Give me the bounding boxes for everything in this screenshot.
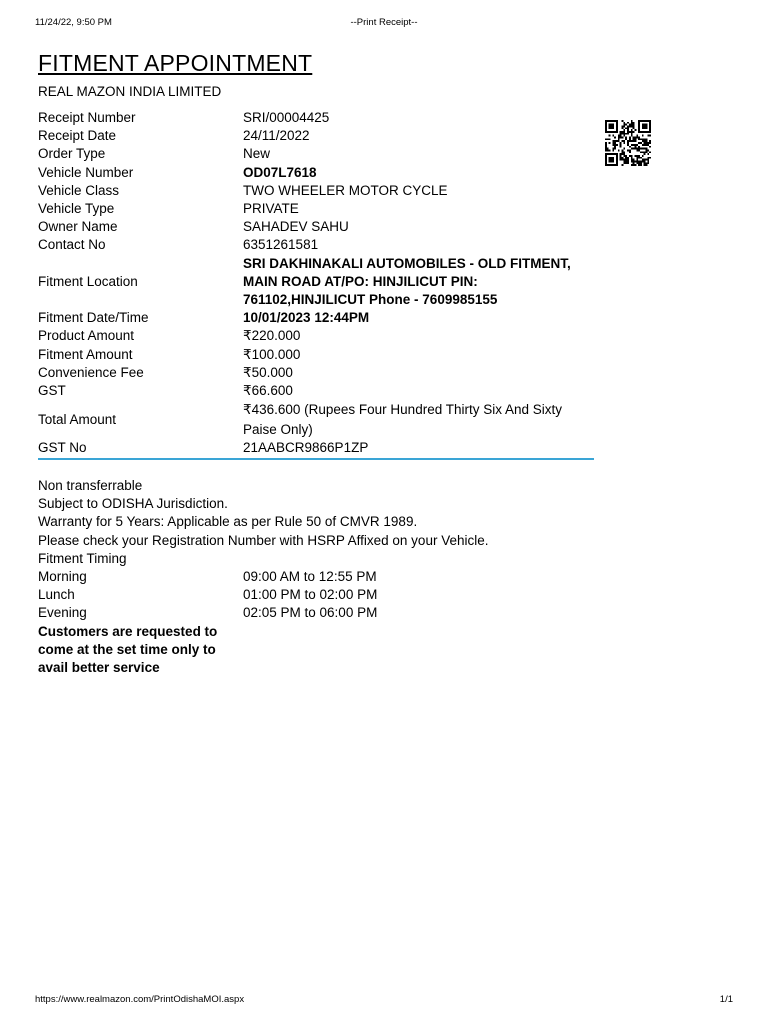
timing-row-lunch [38, 586, 598, 604]
total-amount-value: ₹436.600 (Rupees Four Hundred Thirty Six And Sixty Paise Only) [243, 402, 563, 437]
receipt-number-value: SRI/00004425 [243, 110, 330, 125]
page-number: 1/1 [719, 994, 733, 1005]
contact-no-row [38, 236, 594, 254]
fitment-timing-heading: Fitment Timing [38, 550, 127, 566]
field-label: Order Type [38, 146, 106, 162]
receipt-date-value: 24/11/2022 [243, 128, 310, 144]
field-label: Fitment Amount [38, 346, 133, 362]
order-type-value: New [243, 146, 271, 162]
timing-row-evening [38, 604, 598, 622]
field-label: Owner Name [38, 219, 118, 235]
product-amount-row [38, 327, 594, 345]
gst-no-value: 21AABCR9866P1ZP [243, 440, 369, 456]
gst-row [38, 382, 594, 400]
convenience-fee-value: ₹50.000 [243, 364, 293, 380]
field-label: Total Amount [38, 411, 117, 427]
fitment-amount-value: ₹100.000 [243, 346, 301, 362]
field-label: Receipt Number [38, 110, 136, 125]
field-label: Fitment Location [38, 273, 138, 289]
owner-name-value: SAHADEV SAHU [243, 219, 349, 235]
vehicle-number-row [38, 164, 594, 182]
field-label: Contact No [38, 237, 106, 253]
owner-name-row [38, 218, 594, 236]
timing-label: Evening [38, 605, 87, 621]
company-name: REAL MAZON INDIA LIMITED [38, 84, 222, 99]
field-label: Vehicle Class [38, 182, 120, 198]
timing-value: 01:00 PM to 02:00 PM [243, 587, 378, 603]
field-label: Vehicle Type [38, 201, 115, 217]
field-label: Convenience Fee [38, 364, 144, 380]
note-line: Subject to ODISHA Jurisdiction. [38, 496, 228, 512]
note-line: Please check your Registration Number with HSRP Affixed on your Vehicle. [38, 532, 489, 548]
qr-code-icon [605, 120, 651, 166]
vehicle-class-value: TWO WHEELER MOTOR CYCLE [243, 182, 448, 198]
contact-no-value: 6351261581 [243, 237, 319, 253]
product-amount-value: ₹220.000 [243, 328, 301, 344]
total-amount-row [38, 400, 594, 439]
receipt-details-table [38, 109, 594, 460]
note-line: Non transferrable [38, 478, 143, 493]
field-label: Receipt Date [38, 128, 117, 144]
timing-value: 02:05 PM to 06:00 PM [243, 605, 378, 621]
note-line: Warranty for 5 Years: Applicable as per Rule 50 of CMVR 1989. [38, 514, 418, 530]
timing-value: 09:00 AM to 12:55 PM [243, 569, 377, 585]
gst-no-row [38, 439, 594, 457]
fitment-datetime-value: 10/01/2023 12:44PM [243, 310, 370, 326]
fitment-datetime-row [38, 309, 594, 327]
vehicle-type-value: PRIVATE [243, 201, 299, 217]
field-label: Vehicle Number [38, 164, 134, 180]
receipt-number-row [38, 109, 594, 127]
timing-row-morning [38, 568, 598, 586]
timing-label: Morning [38, 569, 87, 585]
fitment-amount-row [38, 346, 594, 364]
vehicle-type-row [38, 200, 594, 218]
print-datetime: 11/24/22, 9:50 PM [35, 17, 112, 28]
table-bottom-divider [38, 458, 594, 460]
fitment-location-value: SRI DAKHINAKALI AUTOMOBILES - OLD FITMENT, MAIN ROAD AT/PO: HINJILICUT PIN: 761102,HINJILICUT Phone - 7609985155 [243, 255, 571, 308]
customer-advice-note: Customers are requested to come at the set time only to avail better service [38, 623, 218, 676]
footer-url: https://www.realmazon.com/PrintOdishaMOI.aspx [35, 994, 245, 1005]
gst-value: ₹66.600 [243, 383, 293, 399]
fitment-location-row [38, 255, 594, 310]
notes-section [38, 477, 598, 677]
vehicle-number-value: OD07L7618 [243, 164, 317, 180]
field-label: GST [38, 383, 66, 399]
vehicle-class-row [38, 182, 594, 200]
receipt-date-row [38, 127, 594, 145]
page-title: FITMENT APPOINTMENT [38, 50, 313, 76]
field-label: Product Amount [38, 328, 135, 344]
timing-label: Lunch [38, 587, 75, 603]
field-label: Fitment Date/Time [38, 310, 149, 326]
print-header-title: --Print Receipt-- [350, 17, 418, 28]
field-label: GST No [38, 440, 87, 456]
order-type-row [38, 145, 594, 163]
convenience-fee-row [38, 364, 594, 382]
